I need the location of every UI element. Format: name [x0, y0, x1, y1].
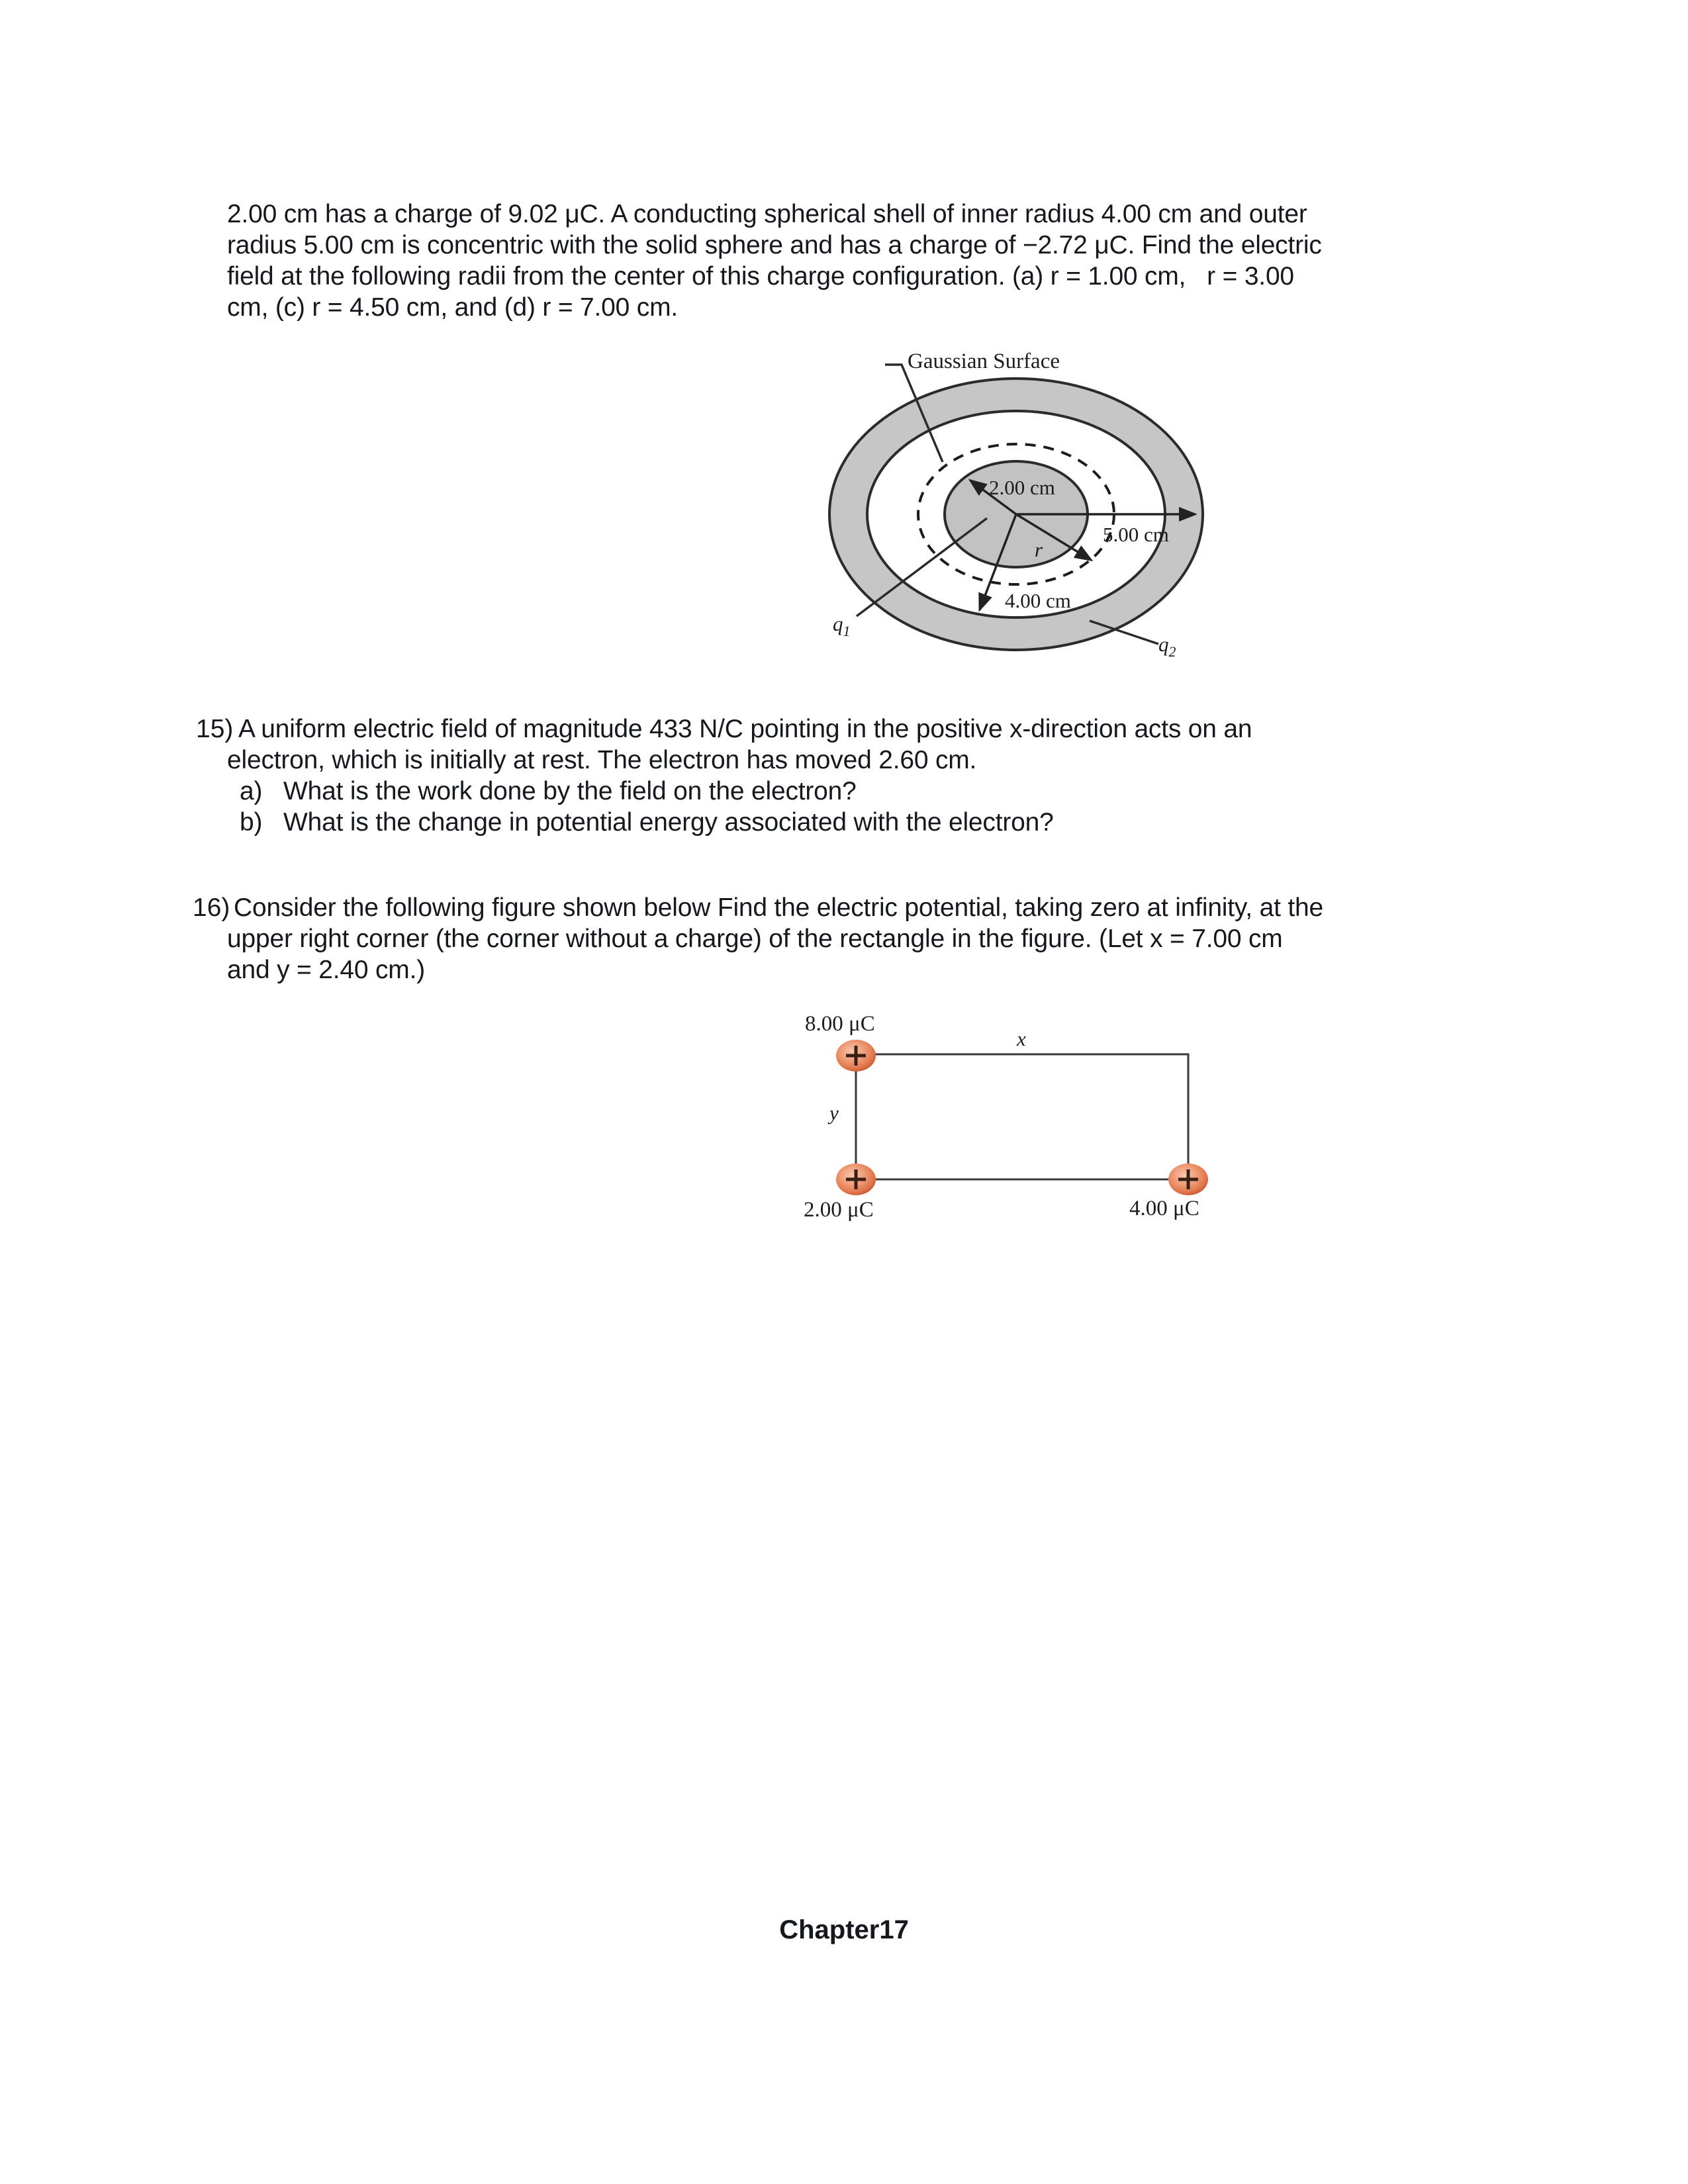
problem-number: 16)	[193, 893, 230, 922]
list-item-label: b)	[240, 808, 263, 837]
list-item-a	[240, 776, 1485, 807]
label-2cm: 2.00 cm	[989, 476, 1055, 499]
gaussian-surface-figure	[781, 341, 1251, 675]
label-r: r	[1035, 538, 1043, 561]
list-item-b	[240, 807, 1485, 838]
label-y: y	[829, 1101, 839, 1124]
problem-line: A uniform electric field of magnitude 433 N/C pointing in the positive x-direction acts on an	[238, 715, 1252, 743]
label-x: x	[1017, 1027, 1026, 1050]
label-q2: $q_2$	[1158, 633, 1176, 660]
label-4uC: 4.00 μC	[1129, 1197, 1199, 1220]
figure1-title: Gaussian Surface	[908, 349, 1060, 373]
problem-16	[193, 892, 1485, 985]
problem-line: and y = 2.40 cm.)	[227, 956, 426, 984]
problem14-continuation	[227, 199, 1485, 323]
problem-number: 15)	[196, 715, 234, 743]
problem-line: upper right corner (the corner without a charge) of the rectangle in the figure. (Let x = 7.00 cm	[227, 925, 1283, 953]
problem-15	[196, 713, 1485, 838]
label-2uC: 2.00 μC	[804, 1198, 874, 1222]
paragraph-line: field at the following radii from the center of this charge configuration. (a) r = 1.00 cm, r = 3.00	[227, 262, 1294, 291]
charge-bottom-right	[1168, 1163, 1208, 1195]
problem-line: electron, which is initially at rest. The electron has moved 2.60 cm.	[227, 746, 977, 774]
paragraph-line: 2.00 cm has a charge of 9.02 μC. A conducting spherical shell of inner radius 4.00 cm and outer	[227, 200, 1307, 228]
paragraph-line: radius 5.00 cm is concentric with the solid sphere and has a charge of −2.72 μC. Find the electric	[227, 231, 1322, 259]
charge-bottom-left	[836, 1163, 876, 1195]
problem-line: Consider the following figure shown below Find the electric potential, taking zero at infinity, at the	[234, 893, 1323, 922]
label-8uC: 8.00 μC	[805, 1012, 875, 1036]
charge-rectangle-figure	[755, 1006, 1244, 1231]
label-5cm: 5.00 cm	[1103, 523, 1169, 546]
page-footer: Chapter17	[779, 1915, 909, 1944]
label-4cm: 4.00 cm	[1005, 589, 1071, 612]
paragraph-line: cm, (c) r = 4.50 cm, and (d) r = 7.00 cm.	[227, 293, 679, 322]
list-item-text: What is the change in potential energy associated with the electron?	[283, 808, 1054, 837]
list-item-text: What is the work done by the field on the electron?	[283, 777, 857, 805]
charge-top-left	[836, 1040, 876, 1071]
list-item-label: a)	[240, 777, 263, 805]
charge-rectangle	[856, 1054, 1188, 1179]
label-q1: $q_1$	[833, 612, 851, 639]
